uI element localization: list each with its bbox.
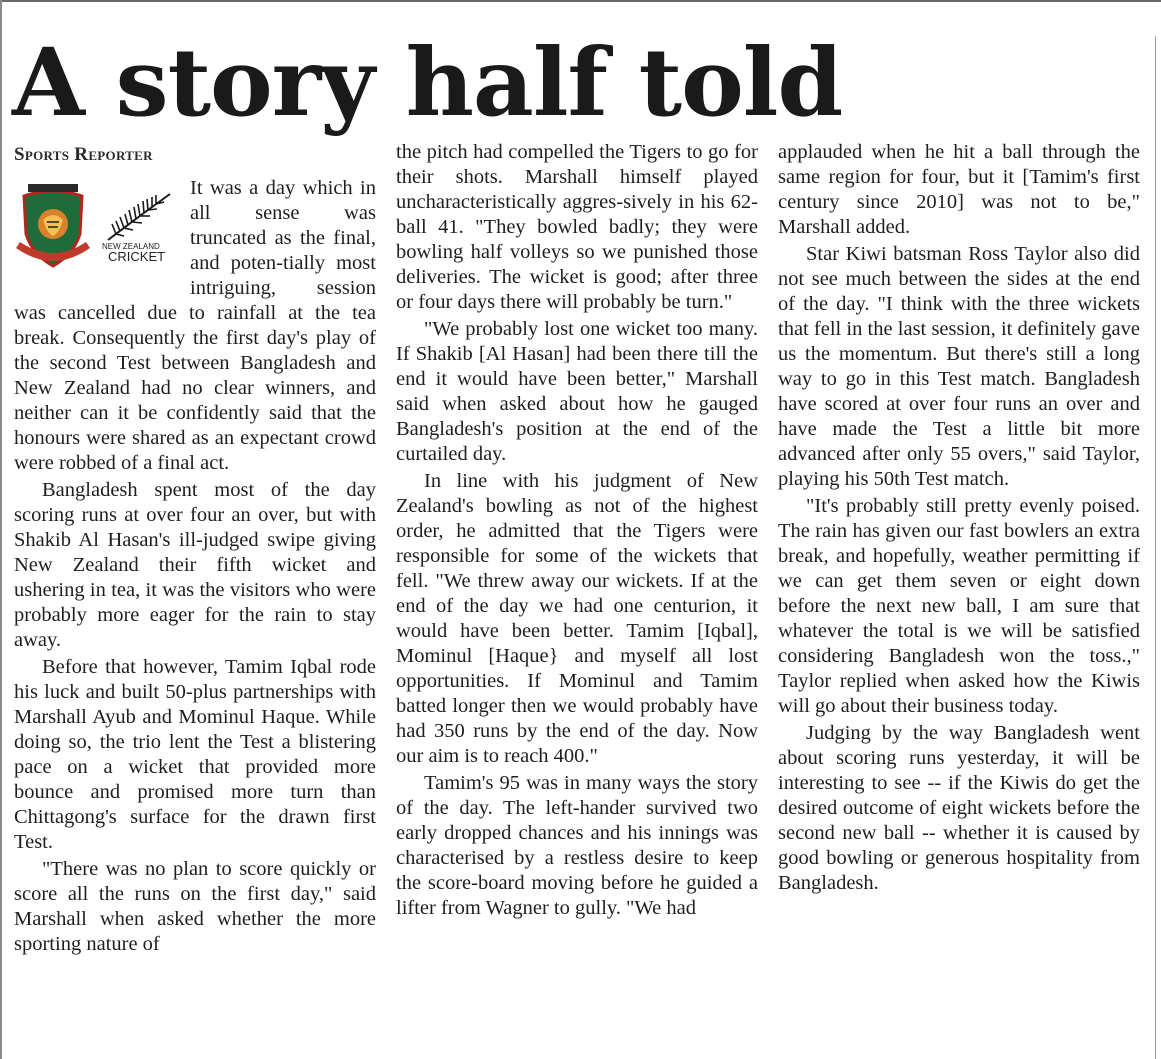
team-logos bbox=[14, 176, 182, 286]
col2-paragraph-1: the pitch had compelled the Tigers to go for their shots. Marshall himself played uncharacteristically aggres-sively in his 62-ball 41. "They bowled badly; they were bowling half volleys so we punished those deliveries. The wicket is good; after three or four days there will probably be turn." bbox=[396, 141, 758, 313]
bangladesh-cricket-logo bbox=[14, 182, 92, 272]
col2-paragraph-2: "We probably lost one wicket too many. If Shakib [Al Hasan] had been there till the end it would have been better," Marshall said when asked about how he gauged Bangladesh's position at the end of the curtailed day. bbox=[396, 318, 758, 465]
right-column-rule bbox=[1155, 36, 1156, 1059]
col2-paragraph-3: In line with his judgment of New Zealand's bowling as not of the highest order, he admitted that the Tigers were responsible for some of the wickets that fell. "We threw away our wickets. If at the end of the day we had one centurion, it would have been better. Tamim [Iqbal], Mominul [Haque} and myself all lost opportunities. If Mominul and Tamim batted longer then we would probably have had 350 runs by the end of the day. Now our aim is to reach 400." bbox=[396, 470, 758, 767]
article-column-3 bbox=[778, 140, 1140, 896]
col1-paragraph-4: "There was no plan to score quickly or score all the runs on the first day," said Marshall when asked whether the more sporting nature of bbox=[14, 858, 376, 955]
headline: A story half told bbox=[12, 28, 843, 138]
byline-text: Sports Reporter bbox=[14, 144, 153, 165]
article-column-1 bbox=[14, 144, 376, 957]
byline bbox=[14, 144, 376, 166]
col1-paragraph-1: It was a day which in all sense was truncated as the final, and poten-tially most intriguing, session was cancelled due to rainfall at the tea break. Consequently the first day's play of the second Test between Bangladesh and New Zealand had no clear winners, and neither can it be confidently said that the honours were shared as an expectant crowd were robbed of a final act. bbox=[14, 177, 376, 474]
top-border-rule bbox=[0, 0, 1161, 2]
col1-paragraph-3: Before that however, Tamim Iqbal rode his luck and built 50-plus partnerships with Marshall Ayub and Mominul Haque. While doing so, the trio lent the Test a blistering pace on a wicket that provided more bounce and promised more turn than Chittagong's surface for the drawn first Test. bbox=[14, 656, 376, 853]
col2-paragraph-4: Tamim's 95 was in many ways the story of the day. The left-hander survived two early dropped chances and his innings was characterised by a restless desire to keep the score-board moving before he guided a lifter from Wagner to gully. "We had bbox=[396, 772, 758, 919]
nz-logo-text-line1: NEW ZEALAND bbox=[102, 242, 160, 251]
col3-paragraph-2: Star Kiwi batsman Ross Taylor also did not see much between the sides at the end of the day. "I think with the three wickets that fell in the last session, it definitely gave us the momentum. But there's still a long way to go in this Test match. Bangladesh have scored at over four runs an over and have made the Test a little bit more advanced after only 55 overs," said Taylor, playing his 50th Test match. bbox=[778, 243, 1140, 490]
col3-paragraph-1: applauded when he hit a ball through the same region for four, but it [Tamim's first century since 2010] was not to be," Marshall added. bbox=[778, 141, 1140, 238]
col3-paragraph-3: "It's probably still pretty evenly poised. The rain has given our fast bowlers an extra break, and hopefully, weather permitting if we can get them seven or eight down before the next new ball, I am sure that whatever the total is we will be satisfied considering Bangladesh won the toss.," Taylor replied when asked how the Kiwis will go about their business today. bbox=[778, 495, 1140, 717]
nz-logo-text-line2: CRICKET bbox=[108, 249, 166, 264]
col3-paragraph-4: Judging by the way Bangladesh went about scoring runs yesterday, it will be interesting to see -- if the Kiwis do get the desired outcome of eight wickets before the second new ball -- whether it is caused by good bowling or generous hospitality from Bangladesh. bbox=[778, 722, 1140, 894]
left-border-rule bbox=[0, 0, 2, 1059]
col1-paragraph-2: Bangladesh spent most of the day scoring runs at over four an over, but with Shakib Al Hasan's ill-judged swipe giving New Zealand their fifth wicket and ushering in tea, it was the visitors who were probably more eager for the rain to stay away. bbox=[14, 479, 376, 651]
article-column-2 bbox=[396, 140, 758, 921]
